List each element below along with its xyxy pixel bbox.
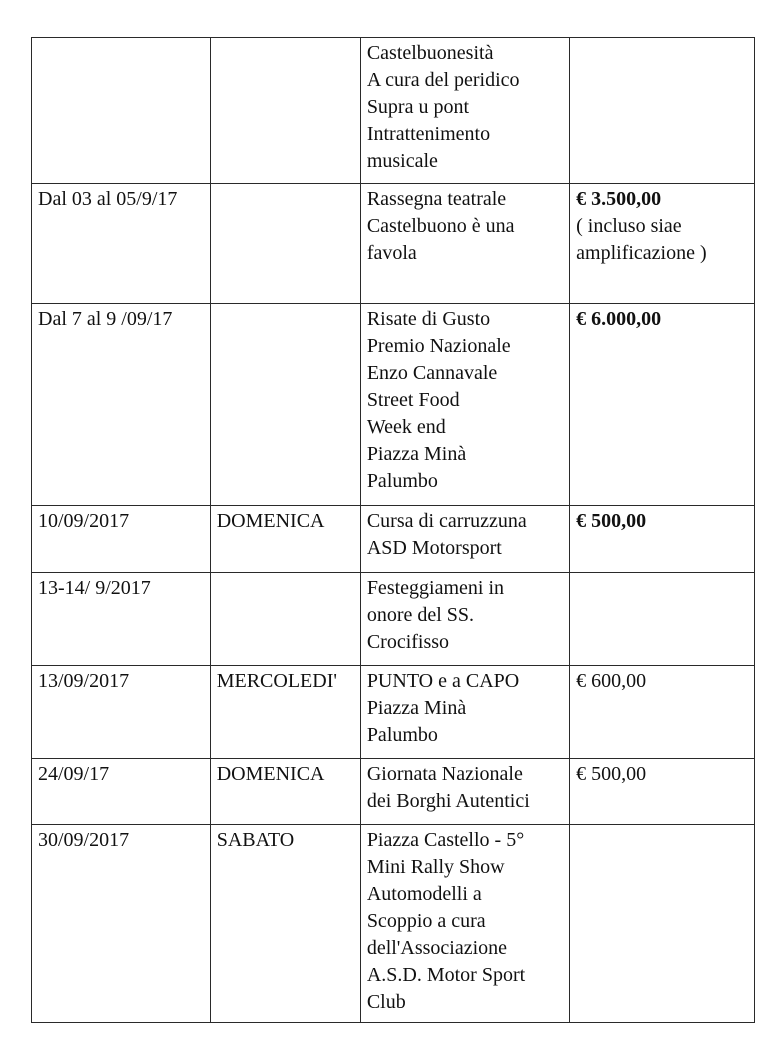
event-line: PUNTO e a CAPO [366, 670, 520, 692]
date-cell [32, 38, 211, 184]
cost-amount: € 500,00 [576, 763, 647, 785]
cost-cell [570, 759, 755, 825]
event-line: Club [366, 991, 406, 1013]
date-text: 13/09/2017 [38, 670, 130, 692]
date-text: Dal 7 al 9 /09/17 [38, 308, 173, 330]
table-row [32, 573, 755, 666]
event-line: Street Food [366, 389, 460, 411]
event-line: Giornata Nazionale [366, 763, 523, 785]
cost-note: amplificazione ) [576, 242, 707, 264]
date-cell [32, 666, 211, 759]
date-cell [32, 573, 211, 666]
event-line: A.S.D. Motor Sport [366, 964, 526, 986]
weekday-cell [210, 825, 360, 1023]
event-line: Rassegna teatrale [366, 188, 507, 210]
cost-note: ( incluso siae [576, 215, 682, 237]
event-line: Piazza Castello - 5° [366, 829, 525, 851]
event-line: Festeggiameni in [366, 577, 505, 599]
date-cell [32, 304, 211, 506]
table-row [32, 666, 755, 759]
event-line: Castelbuonesità [366, 42, 494, 64]
weekday-cell [210, 666, 360, 759]
weekday-cell [210, 38, 360, 184]
weekday-cell [210, 759, 360, 825]
table-body [32, 38, 755, 1023]
table-row [32, 506, 755, 573]
event-line: Enzo Cannavale [366, 362, 498, 384]
weekday-text: SABATO [216, 829, 295, 851]
table-row [32, 304, 755, 506]
weekday-text: DOMENICA [216, 510, 325, 532]
date-cell [32, 759, 211, 825]
date-text: Dal 03 al 05/9/17 [38, 188, 178, 210]
cost-amount: € 500,00 [576, 510, 647, 532]
event-line: Automodelli a [366, 883, 482, 905]
event-line: Risate di Gusto [366, 308, 491, 330]
event-line: Palumbo [366, 470, 438, 492]
event-line: favola [366, 242, 417, 264]
event-cell [360, 506, 569, 573]
table-row [32, 759, 755, 825]
event-cell [360, 573, 569, 666]
event-line: Premio Nazionale [366, 335, 511, 357]
event-cell [360, 759, 569, 825]
event-cell [360, 304, 569, 506]
event-line: Piazza Minà [366, 443, 467, 465]
date-cell [32, 506, 211, 573]
event-line: A cura del peridico [366, 69, 520, 91]
cost-amount: € 6.000,00 [576, 308, 662, 330]
date-cell [32, 825, 211, 1023]
weekday-text: DOMENICA [216, 763, 325, 785]
event-line: onore del SS. [366, 604, 475, 626]
event-line: Scoppio a cura [366, 910, 486, 932]
date-text: 10/09/2017 [38, 510, 130, 532]
weekday-cell [210, 573, 360, 666]
date-cell [32, 184, 211, 304]
event-line: Supra u pont [366, 96, 470, 118]
event-line: musicale [366, 150, 438, 172]
weekday-text: MERCOLEDI' [216, 670, 337, 692]
date-text: 24/09/17 [38, 763, 110, 785]
event-line: dei Borghi Autentici [366, 790, 530, 812]
event-line: ASD Motorsport [366, 537, 502, 559]
cost-cell [570, 666, 755, 759]
cost-cell [570, 304, 755, 506]
cost-amount: € 3.500,00 [576, 188, 662, 210]
weekday-cell [210, 304, 360, 506]
event-cell [360, 38, 569, 184]
event-line: Cursa di carruzzuna [366, 510, 527, 532]
date-text: 30/09/2017 [38, 829, 130, 851]
table-row [32, 825, 755, 1023]
event-line: Palumbo [366, 724, 438, 746]
date-text: 13-14/ 9/2017 [38, 577, 151, 599]
event-line: Week end [366, 416, 446, 438]
weekday-cell [210, 506, 360, 573]
event-line: Castelbuono è una [366, 215, 515, 237]
events-schedule-table [31, 37, 755, 1023]
cost-cell [570, 506, 755, 573]
cost-cell [570, 184, 755, 304]
event-cell [360, 825, 569, 1023]
event-cell [360, 184, 569, 304]
cost-cell [570, 825, 755, 1023]
event-line: Piazza Minà [366, 697, 467, 719]
cost-amount: € 600,00 [576, 670, 647, 692]
event-cell [360, 666, 569, 759]
cost-cell [570, 573, 755, 666]
event-line: Crocifisso [366, 631, 450, 653]
weekday-cell [210, 184, 360, 304]
cost-cell [570, 38, 755, 184]
table-row [32, 184, 755, 304]
event-line: Intrattenimento [366, 123, 491, 145]
table-row [32, 38, 755, 184]
event-line: dell'Associazione [366, 937, 508, 959]
event-line: Mini Rally Show [366, 856, 505, 878]
